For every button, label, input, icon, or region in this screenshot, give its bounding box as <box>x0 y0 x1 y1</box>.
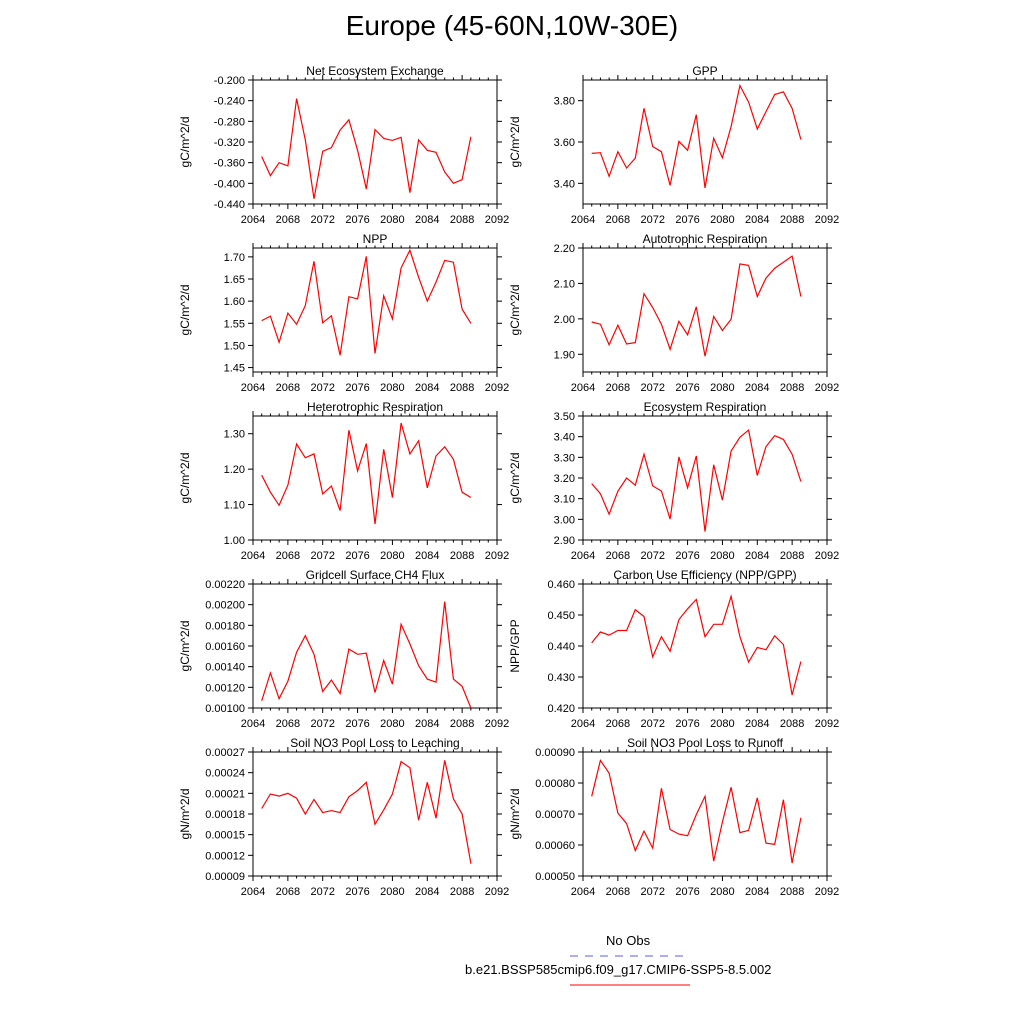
x-tick-label: 2068 <box>275 382 301 394</box>
series-line <box>262 423 471 524</box>
x-tick-label: 2088 <box>779 718 805 730</box>
x-tick-label: 2084 <box>745 550 770 562</box>
chart-title: Soil NO3 Pool Loss to Leaching <box>290 736 460 750</box>
x-tick-label: 2080 <box>380 718 405 730</box>
y-axis-label: gC/m^2/d <box>178 116 192 168</box>
x-tick-label: 2064 <box>240 382 266 394</box>
y-tick-label: 0.00140 <box>205 661 245 674</box>
chart-panel-5 <box>178 400 509 562</box>
x-tick-label: 2084 <box>745 886 770 898</box>
x-tick-label: 2080 <box>710 382 735 394</box>
x-tick-label: 2080 <box>380 382 405 394</box>
y-tick-label: 3.80 <box>553 95 575 108</box>
chart-title: NPP <box>362 232 388 246</box>
x-tick-label: 2092 <box>814 214 840 226</box>
x-tick-label: 2088 <box>779 214 805 226</box>
y-tick-label: 2.20 <box>553 243 575 255</box>
series-line <box>592 596 801 695</box>
y-axis-label: gC/m^2/d <box>178 452 192 504</box>
x-tick-label: 2084 <box>745 718 770 730</box>
x-tick-label: 2084 <box>415 382 440 394</box>
x-tick-label: 2064 <box>570 214 596 226</box>
y-tick-label: -0.200 <box>213 75 245 87</box>
y-tick-label: 1.20 <box>223 464 245 477</box>
x-tick-label: 2068 <box>605 382 631 394</box>
series-line <box>262 250 471 355</box>
y-tick-label: 0.00015 <box>205 829 245 842</box>
chart-title: Soil NO3 Pool Loss to Runoff <box>627 736 783 750</box>
y-tick-label: -0.400 <box>213 178 245 191</box>
series-line <box>592 430 801 531</box>
y-tick-label: 2.90 <box>553 535 575 547</box>
x-tick-label: 2076 <box>675 886 700 898</box>
y-tick-label: 3.40 <box>553 178 575 191</box>
y-tick-label: 1.90 <box>553 349 575 362</box>
x-tick-label: 2072 <box>310 382 335 394</box>
y-tick-label: 0.450 <box>547 610 575 622</box>
x-tick-label: 2068 <box>275 886 301 898</box>
legend-label-obs: No Obs <box>606 933 651 948</box>
y-tick-label: 0.00200 <box>205 599 245 612</box>
x-tick-label: 2072 <box>310 718 335 730</box>
x-tick-label: 2068 <box>605 718 631 730</box>
series-line <box>262 99 471 199</box>
x-tick-label: 2088 <box>449 382 475 394</box>
x-tick-label: 2076 <box>675 550 700 562</box>
x-tick-label: 2064 <box>570 550 596 562</box>
y-tick-label: 0.00024 <box>205 767 245 780</box>
x-tick-label: 2088 <box>449 550 475 562</box>
y-tick-label: -0.440 <box>213 199 245 211</box>
x-tick-label: 2092 <box>484 718 510 730</box>
chart-title: Ecosystem Respiration <box>643 400 767 414</box>
chart-panel-3 <box>178 232 509 394</box>
series-line <box>262 602 471 708</box>
x-tick-label: 2084 <box>415 886 440 898</box>
y-tick-label: -0.240 <box>213 95 245 108</box>
x-tick-label: 2084 <box>745 214 770 226</box>
x-tick-label: 2084 <box>415 550 440 562</box>
y-tick-label: 0.00180 <box>205 620 245 633</box>
plot-frame <box>583 416 827 540</box>
y-tick-label: 0.00080 <box>535 778 575 790</box>
chart-panel-10 <box>508 736 839 898</box>
chart-title: Gridcell Surface CH4 Flux <box>305 568 445 582</box>
x-tick-label: 2064 <box>240 718 266 730</box>
x-tick-label: 2072 <box>640 718 665 730</box>
x-tick-label: 2088 <box>449 886 475 898</box>
y-tick-label: 1.65 <box>223 274 245 286</box>
y-axis-label: gC/m^2/d <box>508 452 522 504</box>
plot-frame <box>583 752 827 876</box>
chart-panel-9 <box>178 736 509 898</box>
y-tick-label: 0.440 <box>547 641 575 653</box>
x-tick-label: 2076 <box>345 886 370 898</box>
x-tick-label: 2064 <box>240 214 266 226</box>
page-title: Europe (45-60N,10W-30E) <box>345 10 679 41</box>
x-tick-label: 2088 <box>449 718 475 730</box>
x-tick-label: 2092 <box>484 214 510 226</box>
series-line <box>592 760 801 863</box>
x-tick-label: 2076 <box>345 718 370 730</box>
x-tick-label: 2080 <box>710 214 735 226</box>
y-tick-label: 0.00120 <box>205 682 245 695</box>
y-tick-label: 3.60 <box>553 137 575 149</box>
x-tick-label: 2064 <box>240 886 266 898</box>
series-line <box>592 86 801 188</box>
y-axis-label: gC/m^2/d <box>508 116 522 168</box>
x-tick-label: 2076 <box>675 214 700 226</box>
y-tick-label: 1.10 <box>223 499 245 512</box>
y-tick-label: 0.420 <box>547 703 575 715</box>
y-tick-label: 0.460 <box>547 579 575 591</box>
y-tick-label: 0.00070 <box>535 809 575 821</box>
y-tick-label: 0.00021 <box>205 788 245 801</box>
x-tick-label: 2076 <box>675 718 700 730</box>
x-tick-label: 2068 <box>275 550 301 562</box>
series-line <box>262 760 471 863</box>
x-tick-label: 2080 <box>710 886 735 898</box>
plot-frame <box>583 584 827 708</box>
plot-frame <box>253 752 497 876</box>
x-tick-label: 2084 <box>745 382 770 394</box>
chart-title: GPP <box>692 64 718 78</box>
y-tick-label: -0.320 <box>213 137 245 149</box>
y-tick-label: 0.430 <box>547 672 575 684</box>
y-tick-label: 1.60 <box>223 296 245 309</box>
x-tick-label: 2076 <box>345 214 370 226</box>
y-tick-label: 2.10 <box>553 278 575 291</box>
x-tick-label: 2092 <box>484 550 510 562</box>
x-tick-label: 2072 <box>310 886 335 898</box>
chart-panel-6 <box>508 400 839 562</box>
chart-panel-7 <box>178 568 509 730</box>
x-tick-label: 2068 <box>605 550 631 562</box>
x-tick-label: 2092 <box>484 886 510 898</box>
y-tick-label: 3.20 <box>553 473 575 485</box>
y-tick-label: 0.00027 <box>205 747 245 759</box>
x-tick-label: 2080 <box>380 214 405 226</box>
plot-frame <box>253 80 497 204</box>
x-tick-label: 2064 <box>570 886 596 898</box>
y-tick-label: 0.00160 <box>205 641 245 653</box>
y-tick-label: 0.00050 <box>535 871 575 883</box>
x-tick-label: 2072 <box>310 214 335 226</box>
x-tick-label: 2080 <box>380 886 405 898</box>
x-tick-label: 2072 <box>640 214 665 226</box>
x-tick-label: 2064 <box>570 382 596 394</box>
y-axis-label: gC/m^2/d <box>178 620 192 672</box>
chart-panel-4 <box>508 232 839 394</box>
chart-title: Heterotrophic Respiration <box>306 400 444 414</box>
x-tick-label: 2092 <box>814 382 840 394</box>
chart-panel-1 <box>178 64 509 226</box>
y-tick-label: 3.10 <box>553 493 575 506</box>
y-tick-label: 0.00100 <box>205 703 245 715</box>
chart-title: Net Ecosystem Exchange <box>306 64 444 78</box>
y-tick-label: 1.55 <box>223 318 245 331</box>
y-tick-label: 3.30 <box>553 452 575 465</box>
y-tick-label: 0.00009 <box>205 871 245 883</box>
x-tick-label: 2076 <box>345 382 370 394</box>
x-tick-label: 2068 <box>605 886 631 898</box>
y-tick-label: 3.00 <box>553 514 575 527</box>
y-tick-label: 1.00 <box>223 535 245 547</box>
chart-title: Autotrophic Respiration <box>642 232 768 246</box>
x-tick-label: 2084 <box>415 214 440 226</box>
y-tick-label: -0.360 <box>213 157 245 170</box>
y-tick-label: 3.40 <box>553 431 575 444</box>
chart-panel-2 <box>508 64 839 226</box>
x-tick-label: 2088 <box>779 550 805 562</box>
x-tick-label: 2072 <box>310 550 335 562</box>
y-tick-label: 3.50 <box>553 411 575 423</box>
x-tick-label: 2068 <box>275 718 301 730</box>
x-tick-label: 2088 <box>779 886 805 898</box>
y-tick-label: 0.00220 <box>205 579 245 591</box>
legend-label-model: b.e21.BSSP585cmip6.f09_g17.CMIP6-SSP5-8.5.002 <box>465 962 772 977</box>
y-tick-label: 1.50 <box>223 340 245 353</box>
y-axis-label: gN/m^2/d <box>178 788 192 840</box>
x-tick-label: 2072 <box>640 550 665 562</box>
x-tick-label: 2092 <box>814 886 840 898</box>
x-tick-label: 2064 <box>240 550 266 562</box>
y-tick-label: 1.70 <box>223 251 245 264</box>
x-tick-label: 2068 <box>605 214 631 226</box>
x-tick-label: 2092 <box>484 382 510 394</box>
y-tick-label: 0.00060 <box>535 840 575 852</box>
x-tick-label: 2088 <box>779 382 805 394</box>
x-tick-label: 2080 <box>710 550 735 562</box>
x-tick-label: 2088 <box>449 214 475 226</box>
y-axis-label: gC/m^2/d <box>178 284 192 336</box>
x-tick-label: 2072 <box>640 886 665 898</box>
y-axis-label: gN/m^2/d <box>508 788 522 840</box>
x-tick-label: 2068 <box>275 214 301 226</box>
x-tick-label: 2080 <box>380 550 405 562</box>
plot-frame <box>253 584 497 708</box>
chart-panel-8 <box>508 568 839 730</box>
y-tick-label: 2.00 <box>553 313 575 326</box>
x-tick-label: 2076 <box>675 382 700 394</box>
series-line <box>592 256 801 356</box>
y-tick-label: 1.30 <box>223 428 245 441</box>
x-tick-label: 2080 <box>710 718 735 730</box>
y-tick-label: -0.280 <box>213 116 245 129</box>
y-tick-label: 0.00018 <box>205 809 245 821</box>
y-tick-label: 1.45 <box>223 362 245 375</box>
chart-title: Carbon Use Efficiency (NPP/GPP) <box>613 568 797 582</box>
x-tick-label: 2072 <box>640 382 665 394</box>
x-tick-label: 2084 <box>415 718 440 730</box>
x-tick-label: 2092 <box>814 550 840 562</box>
y-axis-label: NPP/GPP <box>508 619 522 673</box>
x-tick-label: 2092 <box>814 718 840 730</box>
x-tick-label: 2064 <box>570 718 596 730</box>
x-tick-label: 2076 <box>345 550 370 562</box>
y-tick-label: 0.00090 <box>535 747 575 759</box>
y-tick-label: 0.00012 <box>205 850 245 863</box>
y-axis-label: gC/m^2/d <box>508 284 522 336</box>
